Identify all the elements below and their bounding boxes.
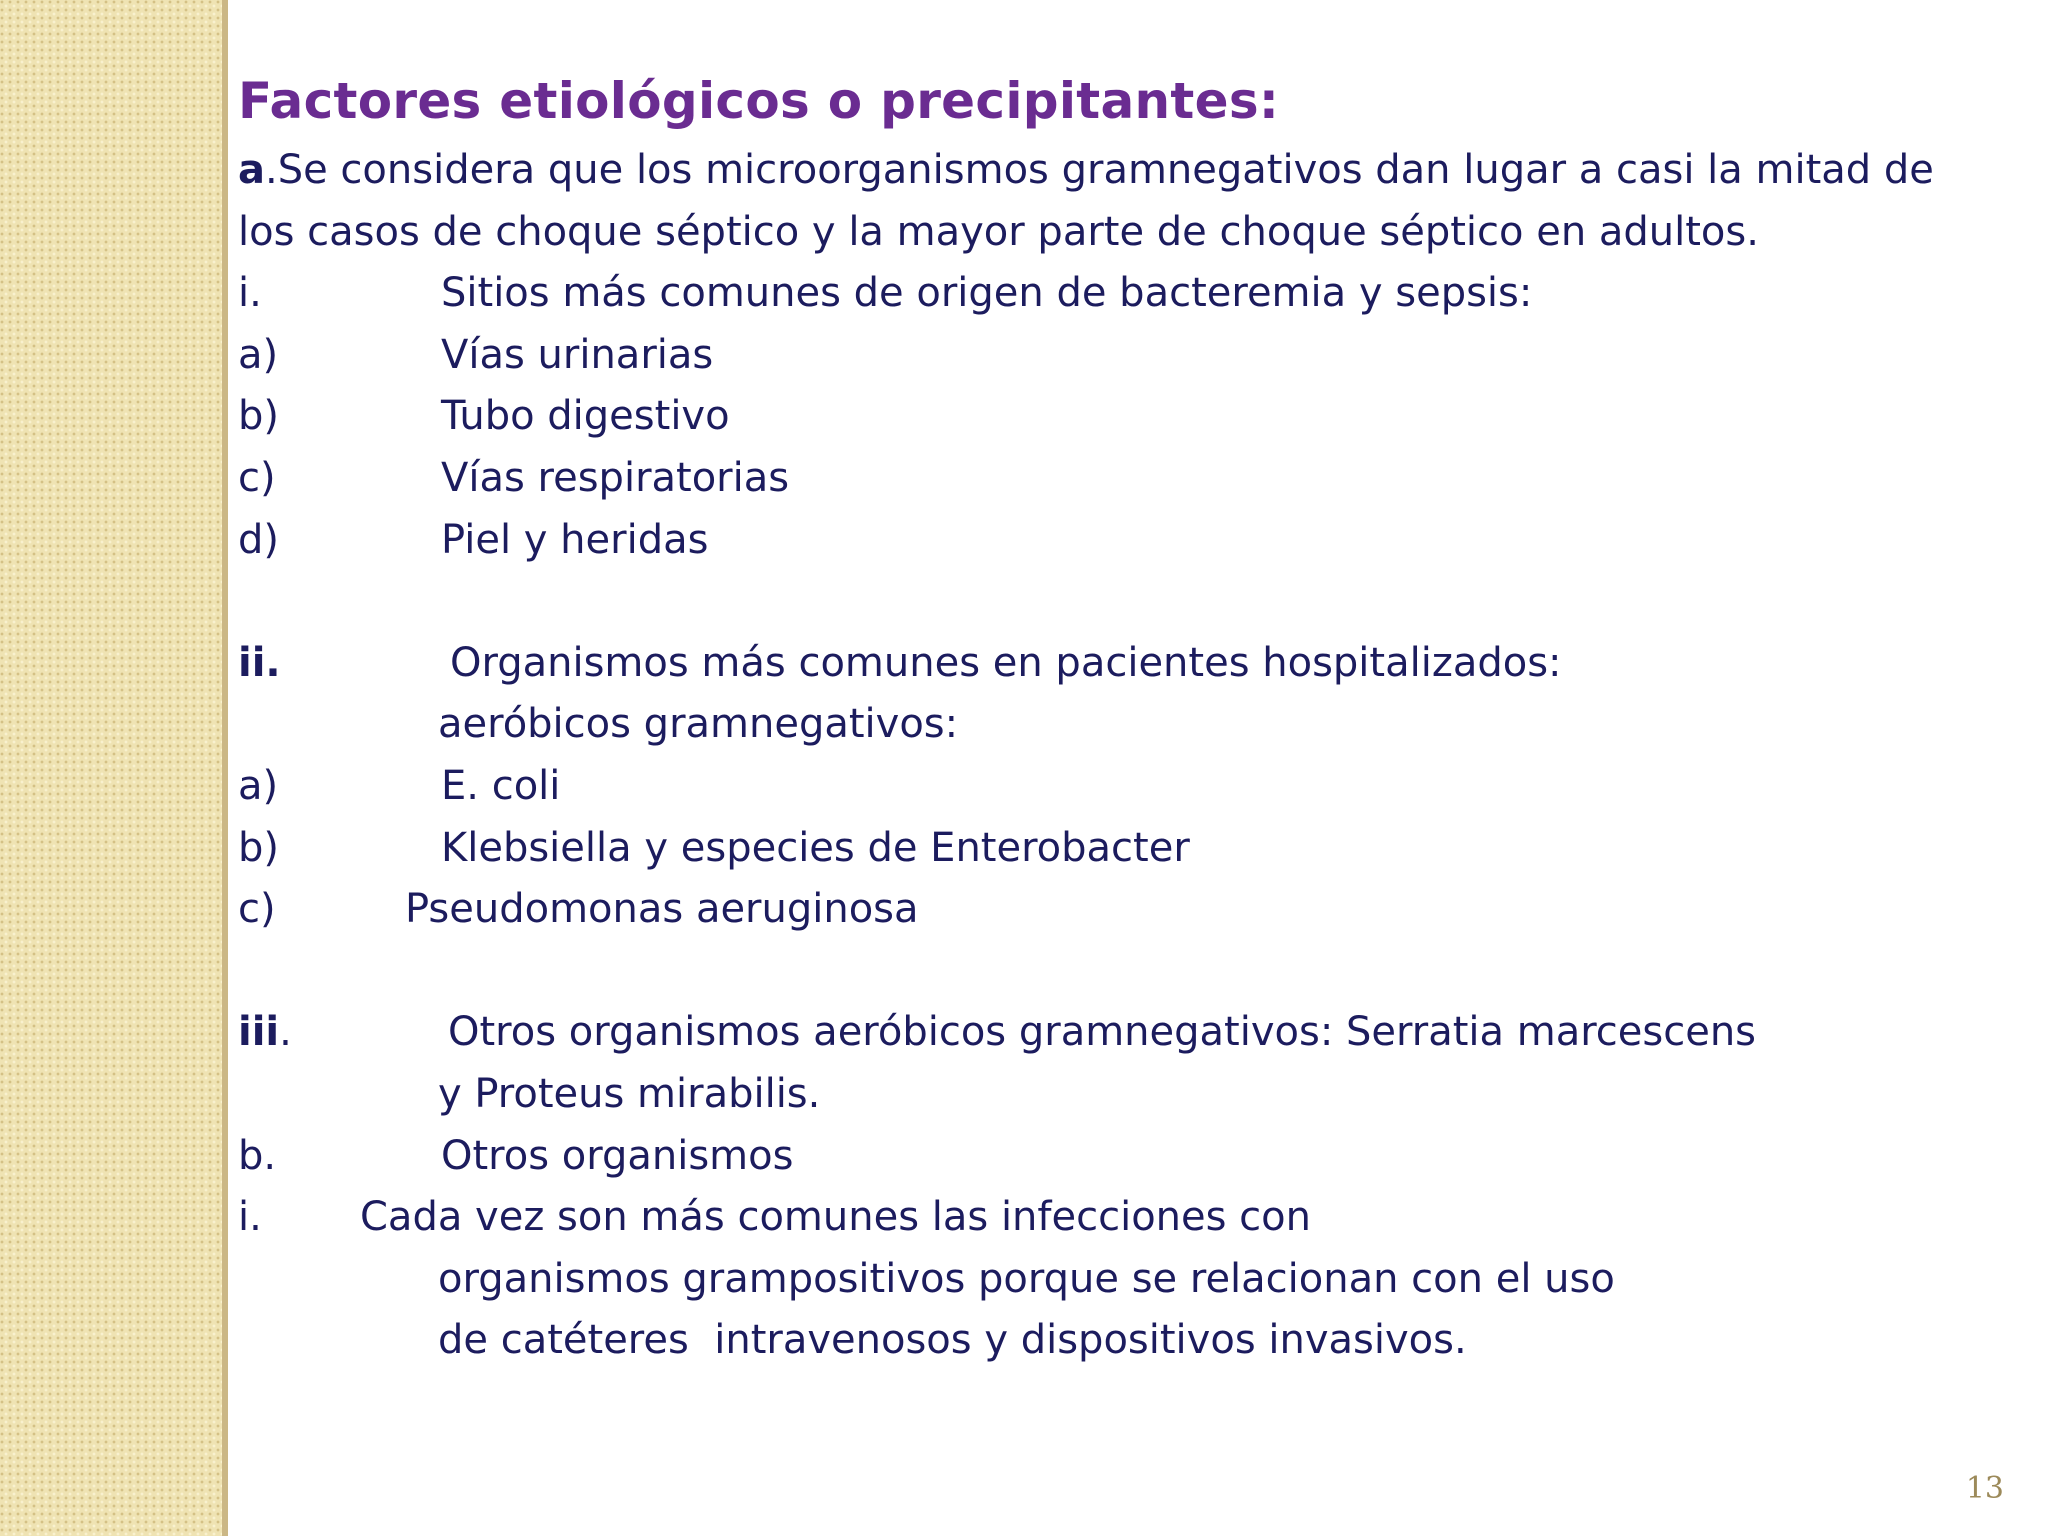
list-item-marker: b): [238, 824, 279, 871]
section-b-i-continuation-2: [238, 1310, 2018, 1372]
spacer: [238, 571, 2018, 633]
list-item-marker: c): [238, 886, 276, 933]
section-iii-heading: [238, 1002, 2018, 1064]
list-item-text: Vías urinarias: [441, 331, 714, 378]
paragraph-a-line-2: [238, 202, 2018, 264]
list-item-marker: d): [238, 516, 279, 563]
list-item-text: Tubo digestivo: [441, 393, 730, 440]
section-i-marker: i.: [238, 270, 262, 317]
section-iii-continuation: [238, 1064, 2018, 1126]
list-item-marker: b): [238, 393, 279, 440]
spacer: [238, 941, 2018, 1003]
section-b-i-heading: [238, 1187, 2018, 1249]
section-b-heading: [238, 1126, 2018, 1188]
list-item: [238, 756, 2018, 818]
list-item-text: Vías respiratorias: [441, 454, 790, 501]
section-b-i-continuation-1: [238, 1249, 2018, 1311]
section-iii-text-2: y Proteus mirabilis.: [438, 1070, 821, 1117]
section-ii-heading: [238, 633, 2018, 695]
list-item: [238, 879, 2018, 941]
side-band-edge: [222, 0, 228, 1536]
section-b-i-text-2: organismos grampositivos porque se relacionan con el uso: [438, 1255, 1615, 1302]
list-item-marker: a): [238, 762, 279, 809]
slide-title: Factores etiológicos o precipitantes:: [238, 72, 1280, 130]
paragraph-a-marker: a: [238, 147, 265, 193]
list-item-text: Klebsiella y especies de Enterobacter: [441, 824, 1190, 871]
section-ii-text-1: Organismos más comunes en pacientes hospitalizados:: [450, 639, 1562, 686]
list-item-text: Piel y heridas: [441, 516, 709, 563]
section-i-heading: [238, 263, 2018, 325]
section-iii-marker-wrap: [238, 1002, 448, 1064]
list-item: [238, 510, 2018, 572]
section-b-i-marker: i.: [238, 1194, 262, 1241]
section-ii-continuation: [238, 694, 2018, 756]
decorative-side-band: [0, 0, 222, 1536]
section-b-i-text-3: de catéteres intravenosos y dispositivos invasivos.: [438, 1317, 1467, 1364]
list-item-marker: c): [238, 454, 276, 501]
section-ii-marker: ii.: [238, 639, 281, 686]
page-number: 13: [1965, 1471, 2004, 1506]
list-item: [238, 325, 2018, 387]
paragraph-a-text-1: .Se considera que los microorganismos gramnegativos dan lugar a casi la mitad de: [265, 147, 1934, 193]
section-b-marker: b.: [238, 1132, 277, 1179]
section-iii-marker-suffix: .: [279, 1009, 292, 1056]
section-b-i-text-1: Cada vez son más comunes las infecciones con: [360, 1194, 1311, 1241]
list-item: [238, 448, 2018, 510]
section-i-text: Sitios más comunes de origen de bacteremia y sepsis:: [441, 270, 1533, 317]
slide-body: [238, 140, 2018, 1372]
list-item: [238, 386, 2018, 448]
paragraph-a-line-1: [238, 140, 2018, 202]
section-b-text: Otros organismos: [441, 1132, 794, 1179]
list-item-text: E. coli: [441, 762, 561, 809]
list-item-marker: a): [238, 331, 279, 378]
list-item-text: Pseudomonas aeruginosa: [405, 886, 919, 933]
paragraph-a-text-2: los casos de choque séptico y la mayor parte de choque séptico en adultos.: [238, 208, 1759, 255]
list-item: [238, 818, 2018, 880]
section-iii-marker: iii: [238, 1009, 280, 1056]
section-ii-text-2: aeróbicos gramnegativos:: [438, 701, 959, 748]
section-iii-text-1: Otros organismos aeróbicos gramnegativos: Serratia marcescens: [448, 1009, 1757, 1056]
